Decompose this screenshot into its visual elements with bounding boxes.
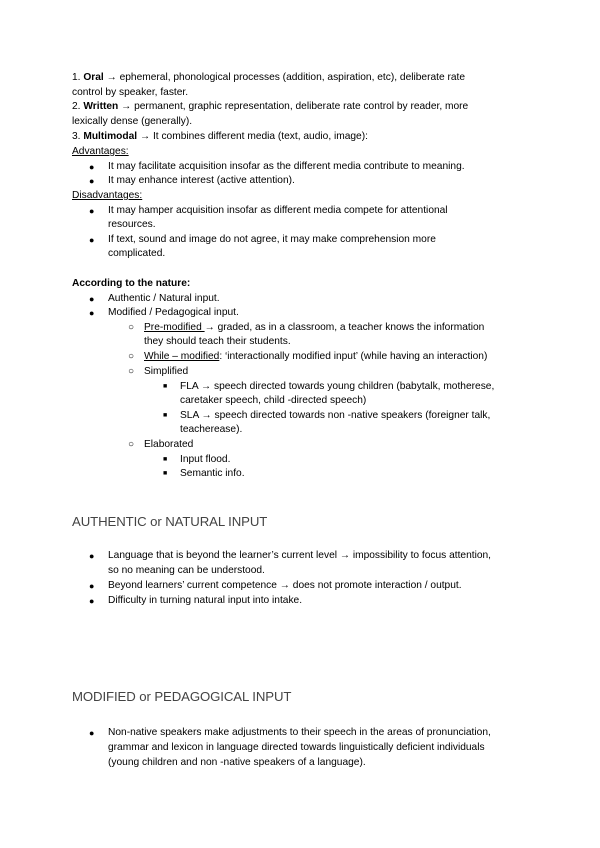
bullet-icon: ● [89, 596, 95, 606]
numbered-item-written [72, 100, 468, 115]
authentic-item: Beyond learners’ current competence → does not promote interaction / output. [108, 580, 462, 591]
disadvantage-item-cont: resources. [108, 219, 156, 230]
bullet-icon: ● [89, 551, 95, 561]
authentic-item: Difficulty in turning natural input into intake. [108, 595, 303, 606]
premodified-text: → graded, as in a classroom, a teacher knows the information [204, 322, 485, 333]
circle-bullet-icon: ○ [128, 322, 135, 333]
fla-item-cont: caretaker speech, child -directed speech) [180, 395, 367, 406]
modified-item: Non-native speakers make adjustments to their speech in the areas of pronunciation, [108, 727, 491, 738]
bullet-icon: ● [89, 176, 95, 186]
input-flood-item: Input flood. [180, 454, 231, 465]
bullet-icon: ● [89, 294, 95, 304]
whilemodified-term: While – modified [144, 351, 220, 362]
whilemodified-text: : ‘interactionally modified input’ (while having an interaction) [219, 351, 488, 362]
term-oral: Oral [83, 72, 104, 83]
bullet-icon: ● [89, 162, 95, 172]
whilemodified-item [144, 350, 487, 365]
bullet-icon: ● [89, 235, 95, 245]
elaborated-item: Elaborated [144, 439, 194, 450]
circle-bullet-icon: ○ [128, 366, 135, 377]
disadvantage-item-cont: complicated. [108, 248, 166, 259]
term-written: Written [83, 101, 119, 112]
modified-item-cont: grammar and lexicon in language directed towards linguistically deficient individuals [108, 742, 485, 753]
nature-title: According to the nature: [72, 278, 191, 289]
disadvantage-item: It may hamper acquisition insofar as different media compete for attentional [108, 205, 448, 216]
item-number: 3. [72, 131, 81, 142]
premodified-term: Pre-modified [144, 322, 205, 333]
bullet-icon: ● [89, 728, 95, 738]
bullet-icon: ● [89, 206, 95, 216]
disadvantages-label: Disadvantages: [72, 190, 143, 201]
advantages-label: Advantages: [72, 146, 129, 157]
item-number: 1. [72, 72, 81, 83]
nature-authentic: Authentic / Natural input. [108, 293, 220, 304]
square-bullet-icon: ■ [163, 412, 168, 419]
item-number: 2. [72, 101, 81, 112]
item-text: → ephemeral, phonological processes (addition, aspiration, etc), deliberate rate [103, 72, 466, 83]
premodified-cont: they should teach their students. [144, 336, 291, 347]
sla-item: SLA → speech directed towards non -native speakers (foreigner talk, [180, 410, 491, 421]
modified-item-cont: (young children and non -native speakers of a language). [108, 757, 366, 768]
bullet-icon: ● [89, 581, 95, 591]
circle-bullet-icon: ○ [128, 439, 135, 450]
authentic-item-cont: so no meaning can be understood. [108, 565, 265, 576]
disadvantage-item: If text, sound and image do not agree, it may make comprehension more [108, 234, 436, 245]
semantic-info-item: Semantic info. [180, 468, 245, 479]
square-bullet-icon: ■ [163, 470, 168, 477]
square-bullet-icon: ■ [163, 456, 168, 463]
term-multimodal: Multimodal [83, 131, 138, 142]
numbered-item-multimodal [72, 130, 368, 145]
bullet-icon: ● [89, 308, 95, 318]
sla-item-cont: teacherease). [180, 424, 243, 435]
authentic-heading: AUTHENTIC or NATURAL INPUT [72, 514, 268, 529]
advantage-item: It may facilitate acquisition insofar as the different media contribute to meaning. [108, 161, 465, 172]
item-text-cont: control by speaker, faster. [72, 87, 189, 98]
advantage-item: It may enhance interest (active attention). [108, 175, 295, 186]
item-text: → permanent, graphic representation, deliberate rate control by reader, more [118, 101, 469, 112]
square-bullet-icon: ■ [163, 383, 168, 390]
authentic-item: Language that is beyond the learner’s current level → impossibility to focus attention, [108, 550, 492, 561]
premodified-item [144, 321, 484, 336]
circle-bullet-icon: ○ [128, 351, 135, 362]
nature-modified: Modified / Pedagogical input. [108, 307, 239, 318]
fla-item: FLA → speech directed towards young children (babytalk, motherese, [180, 381, 495, 392]
simplified-item: Simplified [144, 366, 189, 377]
item-text-cont: lexically dense (generally). [72, 116, 193, 127]
item-text: → It combines different media (text, audio, image): [137, 131, 368, 142]
modified-heading: MODIFIED or PEDAGOGICAL INPUT [72, 689, 292, 704]
numbered-item-oral [72, 71, 465, 86]
